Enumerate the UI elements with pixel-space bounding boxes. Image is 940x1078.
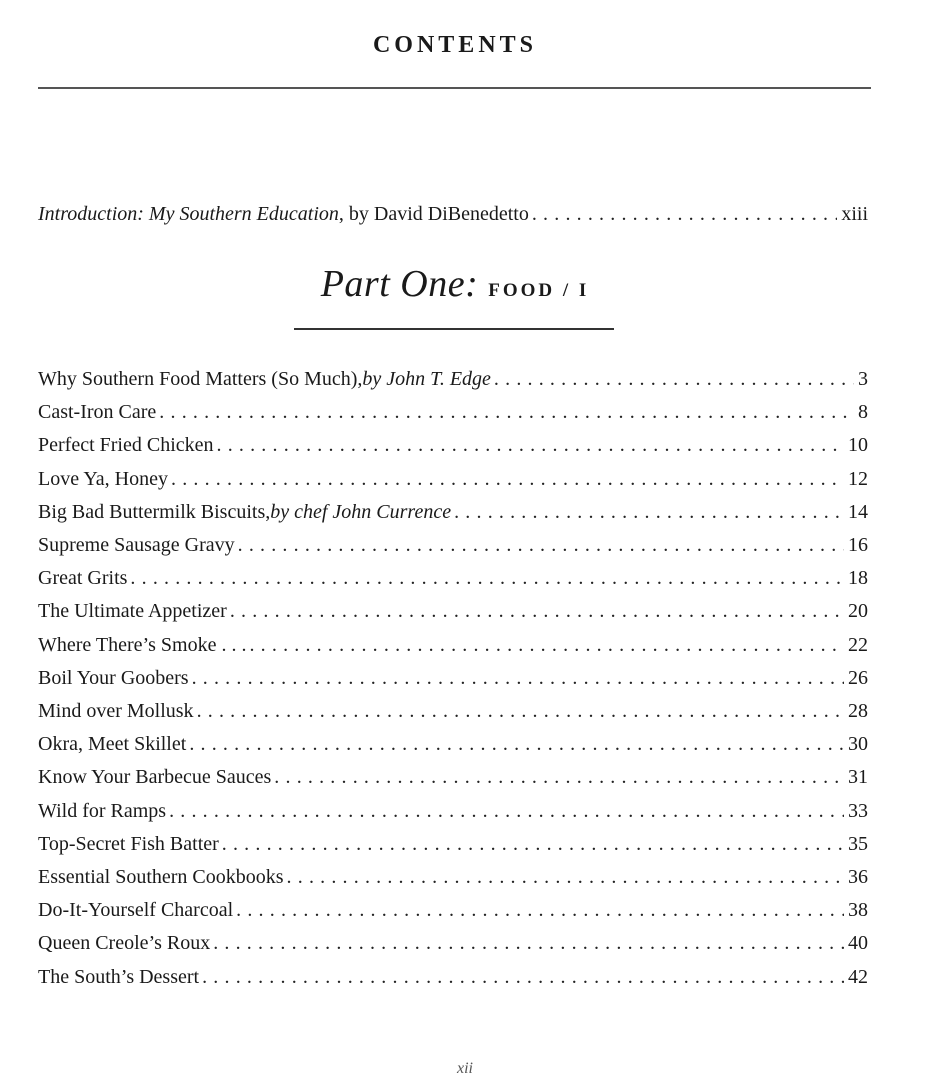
toc-entry-title: Do-It-Yourself Charcoal xyxy=(38,899,234,922)
dot-leader xyxy=(494,366,854,392)
toc-entry[interactable] xyxy=(38,432,868,458)
toc-entry[interactable] xyxy=(38,532,868,558)
toc-entry-page: 8 xyxy=(858,401,868,424)
toc-entry-title: Boil Your Goobers xyxy=(38,666,189,689)
toc-entry-title: Top-Secret Fish Batter xyxy=(38,832,219,855)
toc-introduction[interactable] xyxy=(38,201,868,227)
toc-entry-page: 16 xyxy=(848,534,868,556)
dot-leader xyxy=(230,598,844,624)
toc-entry-page: 22 xyxy=(848,633,868,656)
toc-entry-title: Perfect Fried Chicken xyxy=(38,434,214,457)
toc-entry-page: 40 xyxy=(848,932,868,955)
toc-entry[interactable] xyxy=(38,964,868,990)
toc-entry-title: Big Bad Buttermilk Biscuits, xyxy=(38,500,271,523)
toc-entry[interactable] xyxy=(38,864,868,890)
toc-entry-title: Know Your Barbecue Sauces xyxy=(38,766,272,789)
toc-entry-page: 38 xyxy=(848,899,868,922)
toc-entry-page: 20 xyxy=(848,600,868,623)
part-heading xyxy=(0,262,910,306)
toc-entry-author: by chef John Currence xyxy=(270,500,452,523)
dot-leader xyxy=(217,432,845,458)
toc-entry[interactable] xyxy=(38,897,868,923)
toc-entry[interactable] xyxy=(38,466,868,492)
toc-entry-title: Essential Southern Cookbooks xyxy=(38,866,284,888)
toc-entry-page: 33 xyxy=(848,799,868,822)
part-rule xyxy=(294,328,614,330)
toc-entry-title: Queen Creole’s Roux xyxy=(38,932,211,955)
toc-entry-page: 35 xyxy=(848,832,868,855)
toc-entry-title: Mind over Mollusk xyxy=(38,700,194,722)
dot-leader xyxy=(169,798,844,824)
toc-entry[interactable] xyxy=(38,598,868,624)
dot-leader xyxy=(130,565,844,591)
toc-entry[interactable] xyxy=(38,399,868,425)
dot-leader xyxy=(274,764,844,790)
toc-entry[interactable] xyxy=(38,930,868,956)
title-rule xyxy=(38,87,871,89)
toc-entry[interactable] xyxy=(38,632,868,658)
toc-entry-page: 26 xyxy=(848,666,868,689)
dot-leader xyxy=(202,964,844,990)
toc-entry[interactable] xyxy=(38,665,868,691)
toc-entry[interactable] xyxy=(38,764,868,790)
toc-entry-title: Supreme Sausage Gravy xyxy=(38,534,235,556)
dot-leader xyxy=(197,698,844,724)
part-script-label: Part One: xyxy=(320,263,479,305)
toc-entry-page: 12 xyxy=(848,467,868,490)
toc-entry[interactable] xyxy=(38,731,868,757)
part-caps-label: FOOD / I xyxy=(488,280,590,301)
toc-entry-title: Great Grits xyxy=(38,567,128,590)
page-title: CONTENTS xyxy=(372,32,538,58)
toc-entry[interactable] xyxy=(38,565,868,591)
dot-leader xyxy=(222,831,844,857)
toc-entry-title: Wild for Ramps xyxy=(38,799,167,822)
toc-entry[interactable] xyxy=(38,499,868,525)
toc-entry-page: 42 xyxy=(848,965,868,988)
toc-entry-page: 10 xyxy=(848,434,868,457)
toc-entry-page: 3 xyxy=(858,368,868,390)
dot-leader xyxy=(171,466,844,492)
toc-entry-page: 31 xyxy=(848,766,868,789)
dot-leader xyxy=(159,399,854,425)
toc-introduction-page: xiii xyxy=(841,203,868,225)
dot-leader xyxy=(189,731,844,757)
dot-leader xyxy=(192,665,844,691)
toc-entry-page: 14 xyxy=(848,500,868,523)
dot-leader xyxy=(236,897,844,923)
toc-entry-title: Cast-Iron Care xyxy=(38,401,157,424)
dot-leader xyxy=(213,930,844,956)
toc-entry-page: 30 xyxy=(848,733,868,756)
dot-leader xyxy=(249,632,844,658)
toc-entry[interactable] xyxy=(38,366,868,392)
toc-entry-title: Okra, Meet Skillet xyxy=(38,733,187,756)
toc-entry-title: Where There’s Smoke . . . xyxy=(38,633,247,656)
toc-entry-title: The South’s Dessert xyxy=(38,965,200,988)
toc-entry-page: 28 xyxy=(848,700,868,722)
toc-introduction-byline: , by David DiBenedetto xyxy=(338,203,529,225)
dot-leader xyxy=(454,499,844,525)
toc-entry[interactable] xyxy=(38,831,868,857)
toc-entry[interactable] xyxy=(38,798,868,824)
toc-entry-title: The Ultimate Appetizer xyxy=(38,600,227,623)
dot-leader xyxy=(532,201,837,227)
toc-entry[interactable] xyxy=(38,698,868,724)
toc-entry-author: by John T. Edge xyxy=(362,368,491,390)
toc-entry-title: Why Southern Food Matters (So Much), xyxy=(38,368,363,390)
toc-entry-page: 36 xyxy=(848,866,868,888)
page-folio: xii xyxy=(457,1060,473,1077)
dot-leader xyxy=(238,532,844,558)
toc-entry-page: 18 xyxy=(848,567,868,590)
toc-entry-title: Love Ya, Honey xyxy=(38,467,168,490)
dot-leader xyxy=(287,864,844,890)
toc-introduction-title: Introduction: My Southern Education xyxy=(38,203,339,225)
